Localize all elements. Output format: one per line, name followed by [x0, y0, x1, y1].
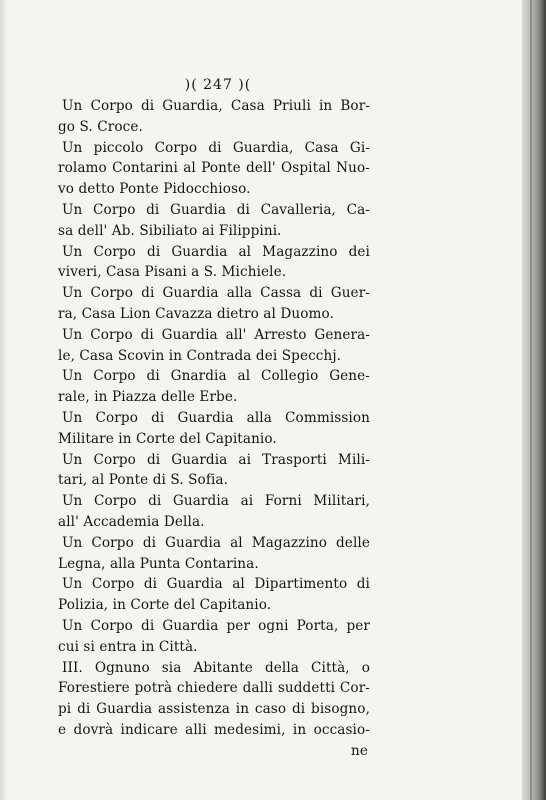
- text-line: Legna, alla Punta Contarina.: [58, 555, 259, 572]
- text-line: Militare in Corte del Capitanio.: [58, 430, 277, 447]
- text-line: Un Corpo di Guardia al Dipartimento di: [62, 576, 370, 593]
- text-line: Un Corpo di Guardia ai Trasporti Mili-: [62, 451, 370, 468]
- text-line: le, Casa Scovin in Contrada dei Specchj.: [58, 347, 342, 364]
- text-line: vo detto Ponte Pidocchioso.: [58, 181, 251, 198]
- text-line: Forestiere potrà chiedere dalli suddetti Cor-: [58, 680, 370, 697]
- text-line: Un Corpo di Guardia di Cavalleria, Ca-: [62, 201, 370, 218]
- text-line: go S. Croce.: [58, 118, 143, 135]
- text-line: e dovrà indicare alli medesimi, in occasio-: [58, 721, 370, 738]
- text-line: Un Corpo di Gnardia al Collegio Gene-: [62, 368, 370, 385]
- text-line: Un Corpo di Guardia, Casa Priuli in Bor-: [62, 98, 370, 114]
- book-edge-line: [530, 0, 532, 800]
- page-lines: [58, 96, 370, 762]
- text-line: rolamo Contarini al Ponte dell' Ospital Nuo-: [58, 160, 370, 177]
- text-line: Un Corpo di Guardia al Magazzino dei: [62, 243, 370, 260]
- text-line: rale, in Piazza delle Erbe.: [58, 389, 238, 406]
- text-line: cui si entra in Città.: [58, 638, 198, 655]
- page-gutter-shade: [0, 0, 8, 800]
- text-line: ra, Casa Lion Cavazza dietro al Duomo.: [58, 305, 334, 322]
- text-line: III. Ognuno sia Abitante della Città, o: [62, 659, 370, 676]
- page-text-block: [58, 74, 370, 762]
- text-line: Un Corpo di Guardia per ogni Porta, per: [62, 617, 370, 634]
- text-line: sa dell' Ab. Sibiliato ai Filippini.: [58, 222, 282, 239]
- text-line: Un Corpo di Guardia alla Cassa di Guer-: [62, 285, 370, 302]
- text-line: Un Corpo di Guardia all' Arresto Genera-: [62, 326, 370, 343]
- book-edge: [522, 0, 546, 800]
- text-line: Un Corpo di Guardia ai Forni Militari,: [62, 493, 370, 510]
- text-line: tari, al Ponte di S. Sofia.: [58, 472, 229, 489]
- text-line: all' Accademia Della.: [58, 513, 205, 530]
- text-line: Un Corpo di Guardia al Magazzino delle: [62, 534, 370, 551]
- text-line: pi di Guardia assistenza in caso di bisogno,: [58, 701, 370, 718]
- text-line: Un piccolo Corpo di Guardia, Casa Gi-: [62, 139, 370, 156]
- text-line: Un Corpo di Guardia alla Commission: [62, 409, 370, 426]
- text-line: Polizia, in Corte del Capitanio.: [58, 597, 272, 614]
- page-number: )( 247 )(: [184, 77, 252, 93]
- text-line: viveri, Casa Pisani a S. Michiele.: [58, 264, 287, 281]
- catchword: ne: [351, 742, 368, 759]
